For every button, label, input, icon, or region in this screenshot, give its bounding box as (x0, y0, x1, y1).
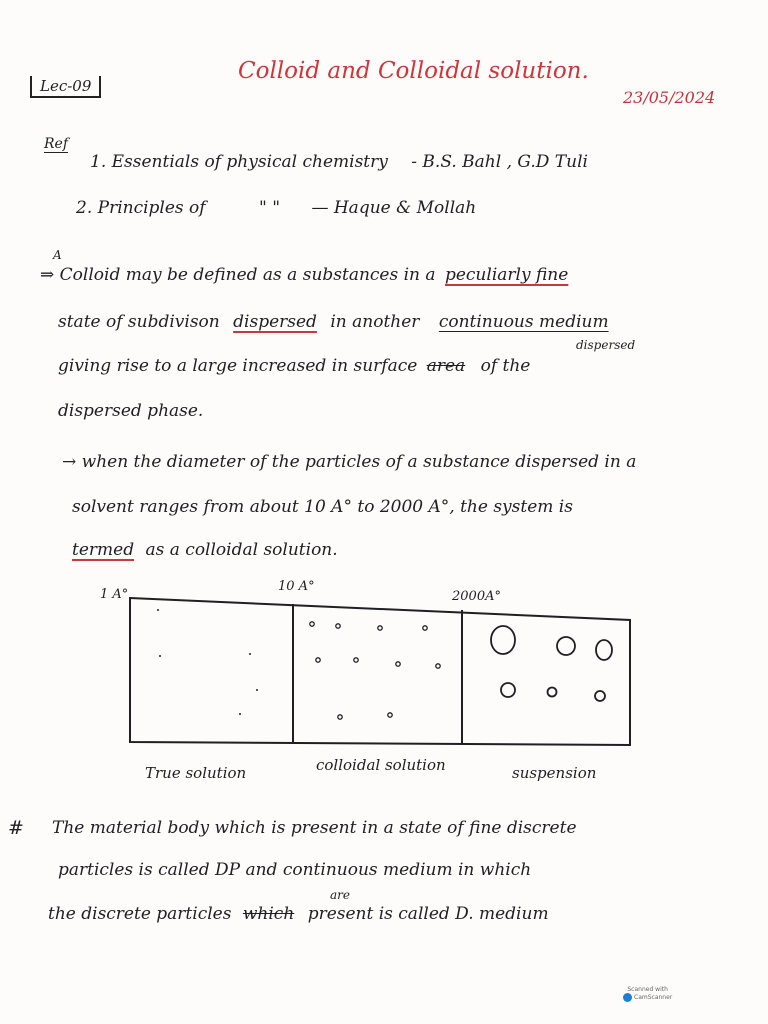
definition-text-3c: of the (480, 356, 531, 376)
reference-2 (76, 198, 476, 218)
definition-text-2d: continuous medium (438, 312, 609, 332)
suspension-particles (491, 626, 612, 701)
label-suspension: suspension (512, 764, 597, 782)
ref-label: Ref (44, 136, 69, 152)
definition-text-2c: in another (330, 312, 420, 332)
size-note-text-3a: termed (72, 540, 135, 560)
label-2000-angstrom: 2000A° (452, 589, 501, 604)
symbol-a: A (53, 248, 62, 262)
size-note-line-2: solvent ranges from about 10 A° to 2000 A°, the system is (72, 497, 573, 517)
label-1-angstrom: 1 A° (100, 587, 129, 602)
dp-note-line-3 (48, 904, 549, 924)
definition-line-3 (58, 356, 530, 376)
lecture-number: Lec-09 (30, 76, 101, 98)
ref-2-number: 2. (76, 198, 93, 218)
reference-1 (90, 152, 588, 172)
ref-1-book: Essentials of physical chemistry (111, 152, 388, 172)
dp-note-text-3a: the discrete particles (48, 904, 232, 924)
insert-dispersed: dispersed (576, 338, 636, 352)
label-true-solution: True solution (145, 764, 247, 782)
ref-2-ditto: " " (259, 198, 281, 218)
date: 23/05/2024 (623, 88, 716, 107)
label-colloidal-solution: colloidal solution (316, 756, 446, 774)
camscanner-logo-icon (623, 993, 632, 1002)
scanner-line-2: CamScanner (634, 994, 673, 1001)
definition-line-1 (40, 265, 568, 285)
particle-size-diagram (100, 572, 640, 787)
label-10-angstrom: 10 A° (278, 579, 315, 594)
dp-note-line-1: The material body which is present in a state of fine discrete (52, 818, 577, 838)
dp-note-text-3b: present is called D. medium (307, 904, 549, 924)
ref-1-number: 1. (90, 152, 107, 172)
definition-text-1b: peculiarly fine (444, 265, 569, 285)
size-note-text-3b: as a colloidal solution. (145, 540, 338, 560)
scanner-watermark (623, 986, 672, 1002)
dp-note-line-2: particles is called DP and continuous medium in which (58, 860, 532, 880)
diagram-box (130, 598, 630, 745)
colloid-particles (310, 622, 440, 719)
definition-line-2 (58, 312, 609, 332)
definition-text-3a: giving rise to a large increased in surface (58, 356, 418, 376)
size-note-line-3 (72, 540, 338, 560)
scanner-line-1: Scanned with (627, 986, 668, 993)
dp-note-insert-are: are (330, 888, 350, 902)
hash-marker: # (8, 817, 24, 839)
definition-text-2b: dispersed (233, 312, 317, 332)
size-note-line-1: → when the diameter of the particles of a substance dispersed in a (62, 452, 637, 472)
ref-1-author: - B.S. Bahl , G.D Tuli (411, 152, 588, 172)
definition-text-2a: state of subdivison (58, 312, 220, 332)
true-solution-particles (157, 609, 258, 715)
ref-2-book: Principles of (97, 198, 206, 218)
definition-text-1a: Colloid may be defined as a substances in a (59, 265, 436, 285)
definition-text-3b: area (426, 356, 466, 376)
definition-line-4: dispersed phase. (58, 401, 204, 421)
ref-2-author: — Haque & Mollah (311, 198, 477, 218)
dp-note-struck: which (242, 904, 295, 924)
page-title: Colloid and Colloidal solution. (238, 58, 589, 84)
arrow-icon: ⇒ (40, 265, 55, 285)
